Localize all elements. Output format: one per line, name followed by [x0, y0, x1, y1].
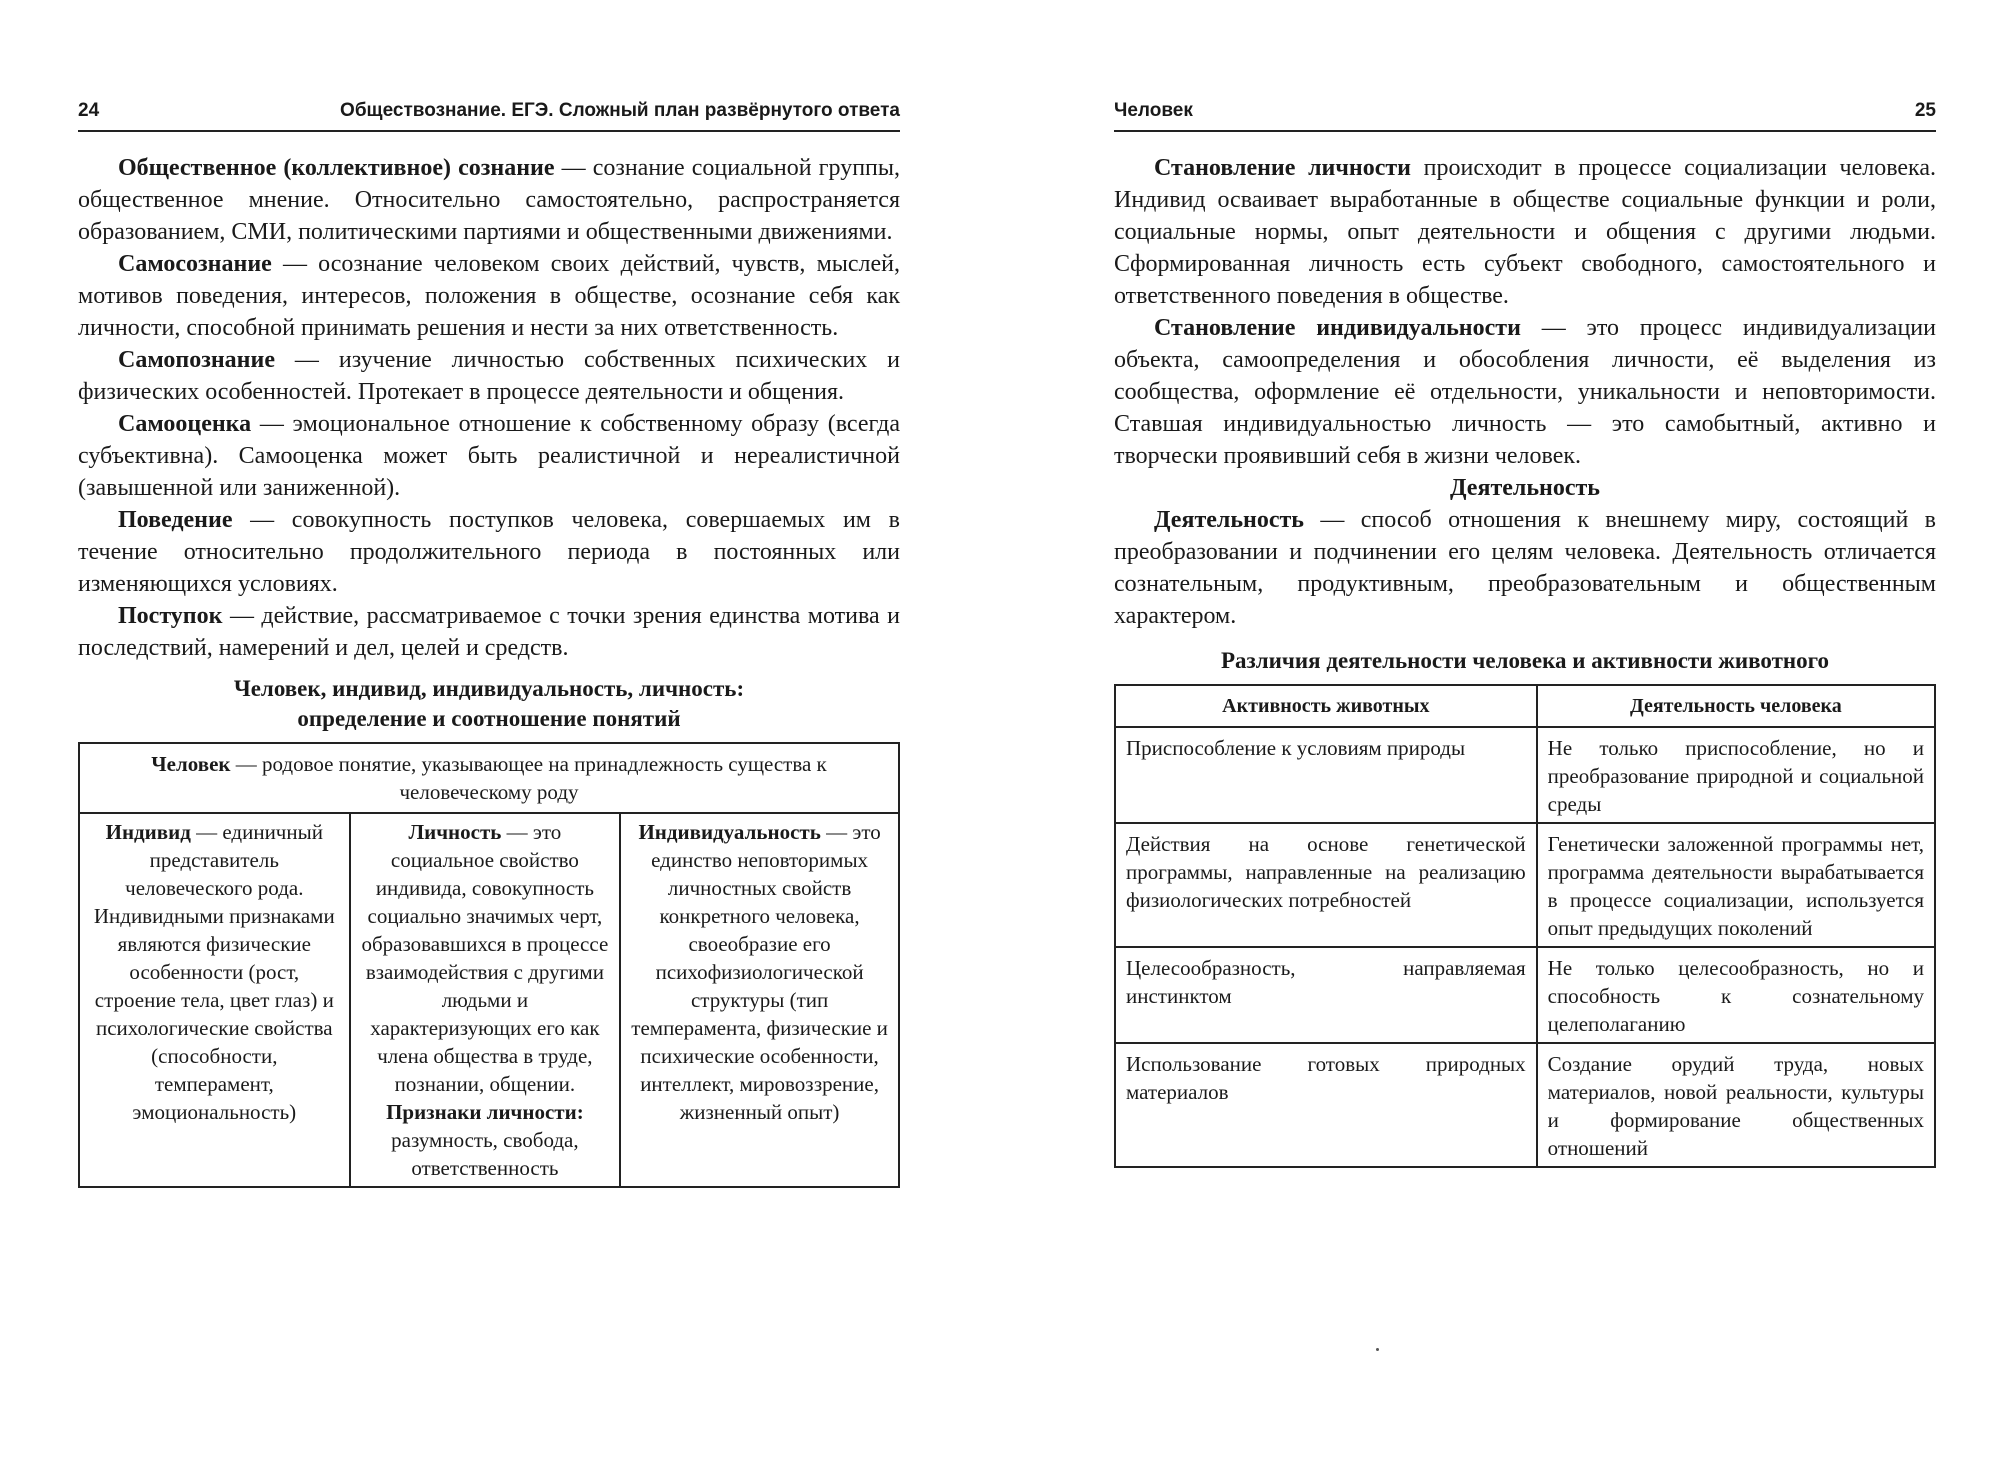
definition: разумность, свобода, ответственность — [391, 1128, 579, 1180]
term: Поведение — [118, 507, 233, 533]
term: Общественное (коллективное) сознание — [118, 155, 555, 181]
table-row — [1115, 1043, 1935, 1167]
table-cell: Генетически заложенной программы нет, программа деятельности вырабатывается в процессе социализации, используется опыт предыдущих поколений — [1537, 823, 1935, 947]
term: Индивид — [105, 820, 191, 844]
paragraph — [1114, 312, 1936, 472]
left-running-title: Обществознание. ЕГЭ. Сложный план развёрнутого ответа — [340, 100, 900, 121]
print-speck — [1376, 1348, 1379, 1351]
definition: — эмоциональное отношение к собственному образу (всегда субъективна). Самооценка может быть реалистичной и нереалистичной (завышенной или заниженной). — [78, 411, 900, 501]
left-running-head — [78, 96, 900, 132]
paragraph — [1114, 152, 1936, 312]
table-title-line: определение и соотношение понятий — [297, 706, 681, 731]
section-title: Деятельность — [1450, 475, 1600, 501]
table-header-cell: Активность животных — [1115, 685, 1537, 727]
term: Поступок — [118, 603, 223, 629]
table-cell — [79, 743, 899, 813]
table-cell: Действия на основе генетической программы, направленные на реализацию физиологических потребностей — [1115, 823, 1537, 947]
paragraph — [78, 408, 900, 504]
definition: — это процесс индивидуализации объекта, самоопределения и обособления личности, её выделения из сообщества, оформление её отдельности, уникальности и неповторимости. Ставшая индивидуальностью личность — это самобытный, активно и творчески проявивший себя в жизни человек. — [1114, 315, 1936, 469]
definition: — это единство неповторимых личностных свойств конкретного человека, своеобразие его психофизиологической структуры (тип темперамента, физические и психические особенности, интеллект, мировоззрение, жизненный опыт) — [631, 820, 888, 1124]
definition: — это социальное свойство индивида, совокупность социально значимых черт, образовавшихся в процессе взаимодействия с другими людьми и характеризующих его как члена общества в труде, познании, общении. — [361, 820, 609, 1096]
definition: — действие, рассматриваемое с точки зрения единства мотива и последствий, намерений и дел, целей и средств. — [78, 603, 900, 661]
definition: происходит в процессе социализации человека. Индивид осваивает выработанные в обществе социальные функции и роли, социальные нормы, опыт деятельности и общения с другими людьми. Сформированная личность есть субъект свободного, самостоятельного и ответственного поведения в обществе. — [1114, 155, 1936, 309]
table-row — [1115, 823, 1935, 947]
table-cell: Приспособление к условиям природы — [1115, 727, 1537, 823]
paragraph — [78, 600, 900, 664]
paragraph — [78, 248, 900, 344]
term: Становление личности — [1154, 155, 1411, 181]
table-cell: Целесообразность, направляемая инстинктом — [1115, 947, 1537, 1043]
table-cell: Использование готовых природных материалов — [1115, 1043, 1537, 1167]
term: Самосознание — [118, 251, 272, 277]
table-header-row — [1115, 685, 1935, 727]
term: Индивидуальность — [638, 820, 821, 844]
table-cell — [620, 813, 899, 1187]
right-running-title: Человек — [1114, 100, 1193, 121]
definition: — сознание социальной группы, общественное мнение. Относительно самостоятельно, распространяется образованием, СМИ, политическими партиями и общественными движениями. — [78, 155, 901, 245]
concepts-table-title — [78, 674, 900, 734]
paragraph — [1114, 504, 1936, 632]
term: Деятельность — [1154, 507, 1304, 533]
definition: — изучение личностью собственных психических и физических особенностей. Протекает в процессе деятельности и общения. — [78, 347, 900, 405]
left-body — [78, 152, 900, 1188]
left-page-number: 24 — [78, 100, 100, 121]
term: Становление индивидуальности — [1154, 315, 1521, 341]
right-running-head — [1114, 96, 1936, 132]
table-cell — [350, 813, 621, 1187]
right-page-number: 25 — [1914, 100, 1936, 121]
paragraph — [78, 152, 900, 248]
table-cell — [79, 813, 350, 1187]
table-row — [1115, 947, 1935, 1043]
definition: — способ отношения к внешнему миру, состоящий в преобразовании и подчинении его целям человека. Деятельность отличается сознательным, продуктивным, преобразовательным и общественным характером. — [1114, 507, 1936, 629]
definition: — родовое понятие, указывающее на принадлежность существа к человеческому роду — [230, 752, 827, 804]
term: Самопознание — [118, 347, 275, 373]
paragraph — [78, 504, 900, 600]
definition: — осознание человеком своих действий, чувств, мыслей, мотивов поведения, интересов, положения в обществе, осознание себя как личности, способной принимать решения и нести за них ответственность. — [78, 251, 900, 341]
table-row — [79, 743, 899, 813]
right-body — [1114, 152, 1936, 1168]
term: Человек — [151, 752, 231, 776]
table-cell: Создание орудий труда, новых материалов, новой реальности, культуры и формирование общественных отношений — [1537, 1043, 1935, 1167]
definition: — совокупность поступков человека, совершаемых им в течение относительно продолжительного периода в постоянных или изменяющихся условиях. — [78, 507, 900, 597]
definition: — единичный представитель человеческого рода. Индивидными признаками являются физические особенности (рост, строение тела, цвет глаз) и психологические свойства (способности, темперамент, эмоциональность) — [93, 820, 335, 1124]
table-title-line: Человек, индивид, индивидуальность, личность: — [233, 676, 745, 701]
term: Личность — [408, 820, 502, 844]
table-header-cell: Деятельность человека — [1537, 685, 1935, 727]
table-row — [1115, 727, 1935, 823]
comparison-table — [1114, 684, 1936, 1168]
term: Самооценка — [118, 411, 252, 437]
table-row — [79, 813, 899, 1187]
table-cell: Не только приспособление, но и преобразование природной и социальной среды — [1537, 727, 1935, 823]
comparison-table-title: Различия деятельности человека и активности животного — [1220, 648, 1830, 673]
paragraph — [78, 344, 900, 408]
concepts-table — [78, 742, 900, 1188]
table-cell: Не только целесообразность, но и способность к сознательному целеполаганию — [1537, 947, 1935, 1043]
term: Признаки личности: — [386, 1100, 584, 1124]
